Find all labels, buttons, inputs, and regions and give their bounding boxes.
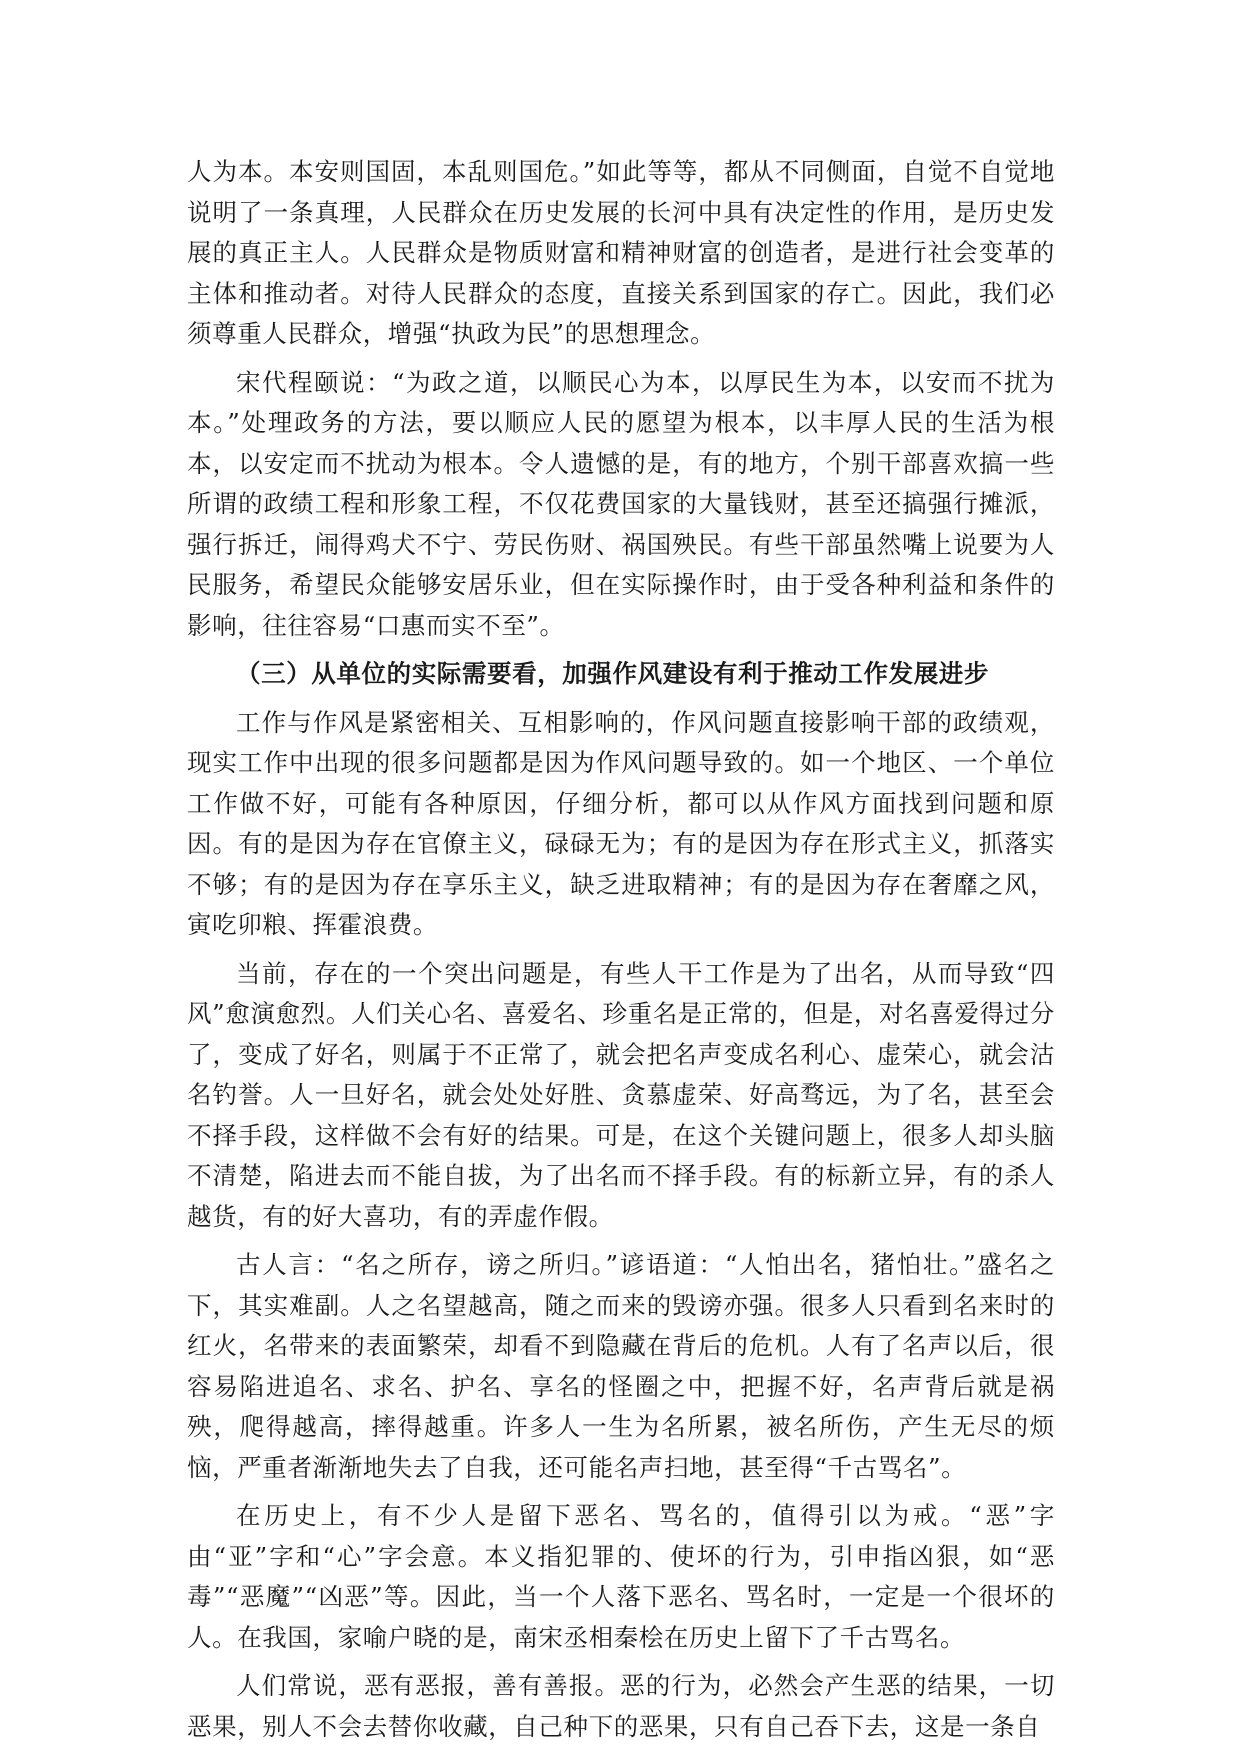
paragraph: 宋代程颐说：“为政之道，以顺民心为本，以厚民生为本，以安而不扰为本。”处理政务的方法，要以顺应人民的愿望为根本，以丰厚人民的生活为根本，以安定而不扰动为根本。令人遗憾的是，有的地方，个别干部喜欢搞一些所谓的政绩工程和形象工程，不仅花费国家的大量钱财，甚至还搞强行摊派，强行拆迁，闹得鸡犬不宁、劳民伤财、祸国殃民。有些干部虽然嘴上说要为人民服务，希望民众能够安居乐业，但在实际操作时，由于受各种利益和条件的影响，往往容易“口惠而实不至”。: [187, 367, 1055, 640]
paragraph: 在历史上，有不少人是留下恶名、骂名的，值得引以为戒。“恶”字由“亚”字和“心”字会意。本义指犯罪的、使坏的行为，引申指凶狠，如“恶毒”“恶魔”“凶恶”等。因此，当一个人落下恶名、骂名时，一定是一个很坏的人。在我国，家喻户晓的是，南宋丞相秦桧在历史上留下了千古骂名。: [187, 1501, 1055, 1652]
paragraph: 人为本。本安则国固，本乱则国危。”如此等等，都从不同侧面，自觉不自觉地说明了一条真理，人民群众在历史发展的长河中具有决定性的作用，是历史发展的真正主人。人民群众是物质财富和精神财富的创造者，是进行社会变革的主体和推动者。对待人民群众的态度，直接关系到国家的存亡。因此，我们必须尊重人民群众，增强“执政为民”的思想理念。: [187, 157, 1055, 348]
section-heading: （三）从单位的实际需要看，加强作风建设有利于推动工作发展进步: [236, 659, 989, 688]
document-body: [187, 152, 1055, 1755]
paragraph: 人们常说，恶有恶报，善有善报。恶的行为，必然会产生恶的结果，一切恶果，别人不会去替你收藏，自己种下的恶果，只有自己吞下去，这是一条自: [187, 1671, 1055, 1741]
paragraph: 工作与作风是紧密相关、互相影响的，作风问题直接影响干部的政绩观，现实工作中出现的很多问题都是因为作风问题导致的。如一个地区、一个单位工作做不好，可能有各种原因，仔细分析，都可以从作风方面找到问题和原因。有的是因为存在官僚主义，碌碌无为；有的是因为存在形式主义，抓落实不够；有的是因为存在享乐主义，缺乏进取精神；有的是因为存在奢靡之风，寅吃卯粮、挥霍浪费。: [187, 707, 1055, 939]
paragraph: 古人言：“名之所存，谤之所归。”谚语道：“人怕出名，猪怕壮。”盛名之下，其实难副。人之名望越高，随之而来的毁谤亦强。很多人只看到名来时的红火，名带来的表面繁荣，却看不到隐藏在背后的危机。人有了名声以后，很容易陷进追名、求名、护名、享名的怪圈之中，把握不好，名声背后就是祸殃，爬得越高，摔得越重。许多人一生为名所累，被名所伤，产生无尽的烦恼，严重者渐渐地失去了自我，还可能名声扫地，甚至得“千古骂名”。: [187, 1250, 1055, 1482]
paragraph: 当前，存在的一个突出问题是，有些人干工作是为了出名，从而导致“四风”愈演愈烈。人们关心名、喜爱名、珍重名是正常的，但是，对名喜爱得过分了，变成了好名，则属于不正常了，就会把名声变成名利心、虚荣心，就会沽名钓誉。人一旦好名，就会处处好胜、贪慕虚荣、好高骛远，为了名，甚至会不择手段，这样做不会有好的结果。可是，在这个关键问题上，很多人却头脑不清楚，陷进去而不能自拔，为了出名而不择手段。有的标新立异，有的杀人越货，有的好大喜功，有的弄虚作假。: [187, 958, 1055, 1231]
